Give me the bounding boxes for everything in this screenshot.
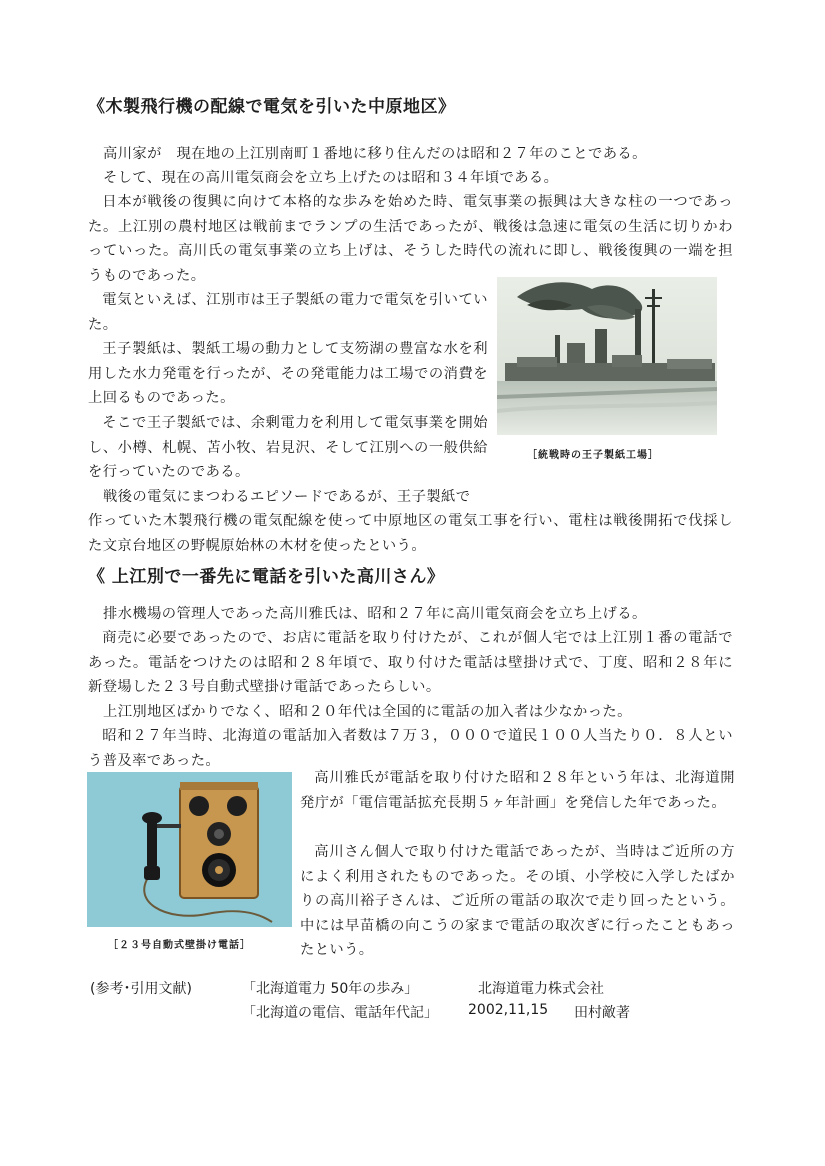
section2-paragraph-1: 排水機場の管理人であった高川雅氏は、昭和２７年に高川電気商会を立ち上げる。	[103, 606, 647, 622]
section1-paragraph-3: 日本が戦後の復興に向けて本格的な歩みを始めた時、電気事業の振興は大きな柱の一つであった。上江別の農村地区は戦前までランプの生活であったが、戦後は急速に電気の生活に切りかわっていった。高川氏の電気事業の立ち上げは、そうした時代の流れに即し、戦後復興の一端を担うものであった。	[88, 194, 733, 284]
section1-paragraph-5: 王子製紙は、製紙工場の動力として支笏湖の豊富な水を利用した水力発電を行ったが、その発電能力は工場での消費を上回るものであった。	[88, 341, 488, 407]
reference-1-title: 「北海道電力 50年の歩み」	[242, 981, 419, 997]
section1-paragraph-7-first-line: 戦後の電気にまつわるエピソードであるが、王子製紙で	[103, 489, 471, 505]
reference-1-publisher: 北海道電力株式会社	[478, 981, 604, 997]
section1-paragraph-1: 高川家が 現在地の上江別南町１番地に移り住んだのは昭和２７年のことである。	[103, 146, 647, 162]
section2-paragraph-6: 高川さん個人で取り付けた電話であったが、当時はご近所の方によく利用されたものであった。その頃、小学校に入学したばかりの高川裕子さんは、ご近所の電話の取次で走り回ったという。中には早苗橋の向こうの家まで電話の取次ぎに行ったこともあったという。	[300, 844, 735, 959]
section1-paragraph-4: 電気といえば、江別市は王子製紙の電力で電気を引いていた。	[88, 292, 488, 333]
section1-title: 《木製飛行機の配線で電気を引いた中原地区》	[88, 97, 456, 117]
section1-paragraph-7-rest: 作っていた木製飛行機の電気配線を使って中原地区の電気工事を行い、電柱は戦後開拓で伐採した文京台地区の野幌原始林の木材を使ったという。	[88, 513, 733, 554]
factory-photo-caption: ［統戦時の王子製紙工場］	[527, 450, 659, 461]
section2-paragraph-2: 商売に必要であったので、お店に電話を取り付けたが、これが個人宅では上江別１番の電話であった。電話をつけたのは昭和２８年頃で、取り付けた電話は壁掛け式で、丁度、昭和２８年に新登場した２３号自動式壁掛け電話であったらしい。	[88, 630, 733, 696]
section1-paragraph-6: そこで王子製紙では、余剰電力を利用して電気事業を開始し、小樽、札幌、苫小牧、岩見沢、そして江別への一般供給を行っていたのである。	[88, 415, 488, 481]
reference-2-title: 「北海道の電信、電話年代記」	[242, 1005, 438, 1021]
section2-paragraph-5: 高川雅氏が電話を取り付けた昭和２８年という年は、北海道開発庁が「電信電話拡充長期５ヶ年計画」を発信した年であった。	[300, 770, 735, 811]
section1-paragraph-2: そして、現在の高川電気商会を立ち上げたのは昭和３４年頃である。	[103, 170, 559, 186]
factory-photo	[497, 277, 717, 435]
references-label: (参考･引用文献)	[90, 981, 192, 997]
reference-2-date: 2002,11,15	[468, 1002, 549, 1018]
section2-paragraph-3: 上江別地区ばかりでなく、昭和２０年代は全国的に電話の加入者は少なかった。	[103, 704, 632, 720]
reference-2-author: 田村敵著	[574, 1005, 630, 1021]
telephone-photo	[87, 772, 292, 927]
section2-title: 《 上江別で一番先に電話を引いた高川さん》	[88, 567, 445, 587]
section2-paragraph-4: 昭和２７年当時、北海道の電話加入者数は７万３，０００で道民１００人当たり０．８人という普及率であった。	[88, 728, 733, 769]
telephone-photo-caption: ［２３号自動式壁掛け電話］	[108, 940, 251, 951]
